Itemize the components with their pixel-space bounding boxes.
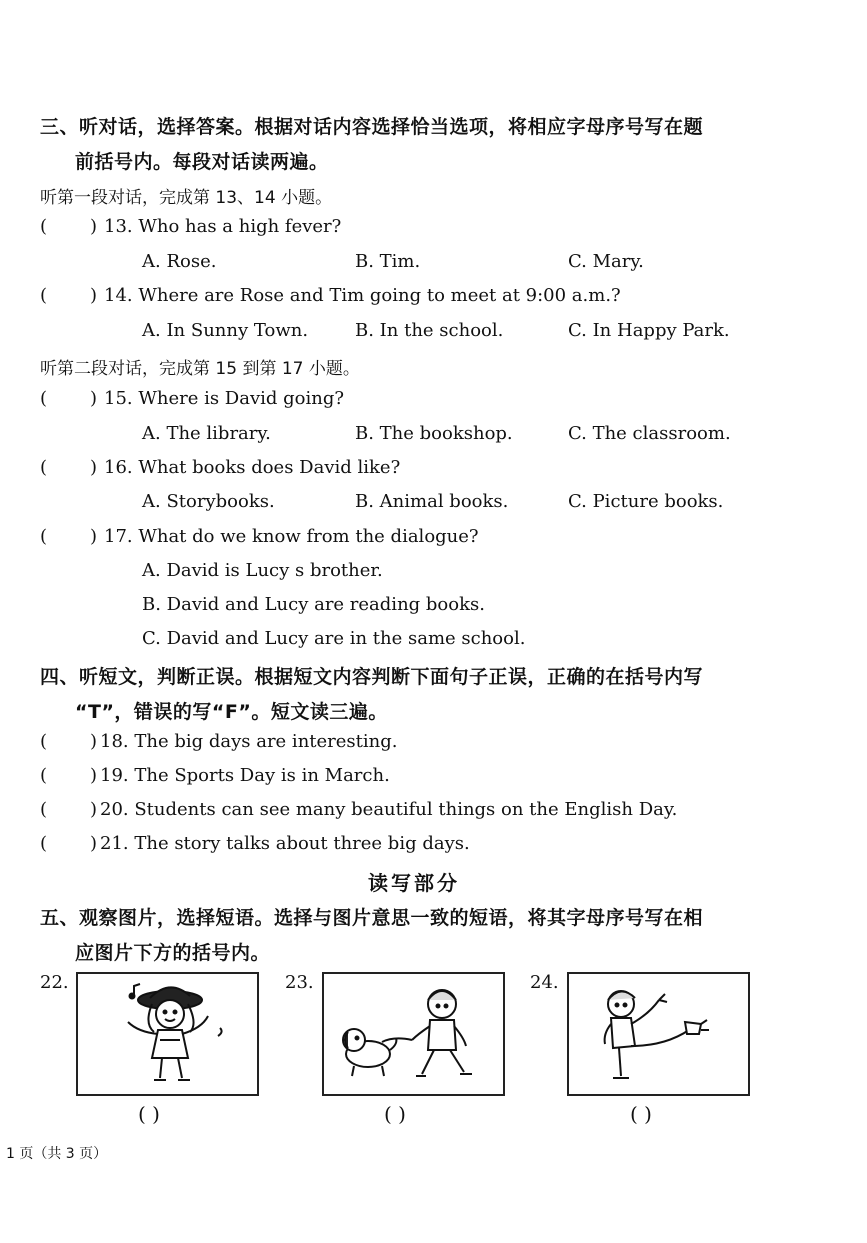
question-text: 20. Students can see many beautiful things on the English Day. (100, 799, 678, 820)
answer-paren-right: ) (90, 833, 98, 854)
question-text: 14. Where are Rose and Tim going to meet at 9:00 a.m.? (104, 285, 621, 306)
option-16-b: B. Animal books. (355, 491, 509, 512)
part-title: 读写部分 (368, 871, 460, 895)
option-13-b: B. Tim. (355, 251, 421, 272)
option-15-c: C. The classroom. (568, 423, 731, 444)
answer-blank-22[interactable]: ( ) (138, 1102, 160, 1126)
section-4-instruction-cont: “T”，错误的写“F”。短文读三遍。 (75, 701, 388, 723)
option-16-a: A. Storybooks. (142, 491, 275, 512)
boy-kicking-icon (569, 974, 748, 1094)
option-14-b: B. In the school. (355, 320, 504, 341)
answer-blank-24[interactable]: ( ) (630, 1102, 652, 1126)
option-16-c: C. Picture books. (568, 491, 724, 512)
answer-paren-right: ) (90, 457, 98, 478)
picture-number-24: 24. (530, 972, 559, 993)
question-13 (40, 216, 840, 240)
answer-paren-right: ) (90, 765, 98, 786)
boy-walking-dog-icon (324, 974, 503, 1094)
question-16 (40, 457, 840, 481)
question-19 (40, 765, 840, 789)
answer-paren-left: ( (40, 799, 48, 820)
option-13-c: C. Mary. (568, 251, 644, 272)
section-5-instruction-cont: 应图片下方的括号内。 (75, 942, 271, 964)
question-text: 21. The story talks about three big days. (100, 833, 470, 854)
answer-paren-right: ) (90, 731, 98, 752)
page-footer: 1 页（共 3 页） (6, 1146, 108, 1162)
section-3-sub2: 听第二段对话，完成第 15 到第 17 小题。 (40, 359, 360, 379)
question-20 (40, 799, 840, 823)
question-text: 15. Where is David going? (104, 388, 345, 409)
answer-paren-right: ) (90, 526, 98, 547)
option-14-c: C. In Happy Park. (568, 320, 730, 341)
section-3-instruction: 三、听对话，选择答案。根据对话内容选择恰当选项，将相应字母序号写在题 (40, 116, 704, 138)
picture-22 (76, 972, 259, 1096)
picture-number-22: 22. (40, 972, 69, 993)
question-text: 16. What books does David like? (104, 457, 401, 478)
answer-paren-left: ( (40, 526, 48, 547)
question-15 (40, 388, 840, 412)
section-3-sub1: 听第一段对话，完成第 13、14 小题。 (40, 188, 333, 208)
option-14-a: A. In Sunny Town. (142, 320, 309, 341)
question-17 (40, 526, 840, 550)
picture-number-23: 23. (285, 972, 314, 993)
picture-24 (567, 972, 750, 1096)
answer-paren-left: ( (40, 765, 48, 786)
answer-paren-right: ) (90, 799, 98, 820)
answer-paren-right: ) (90, 216, 98, 237)
dancing-girl-icon (78, 974, 257, 1094)
answer-paren-left: ( (40, 216, 48, 237)
option-17-a: A. David is Lucy s brother. (142, 560, 383, 581)
question-21 (40, 833, 840, 857)
answer-paren-left: ( (40, 388, 48, 409)
question-text: 17. What do we know from the dialogue? (104, 526, 479, 547)
answer-paren-left: ( (40, 731, 48, 752)
section-3-instruction-cont: 前括号内。每段对话读两遍。 (75, 151, 329, 173)
option-17-c: C. David and Lucy are in the same school. (142, 628, 526, 649)
question-text: 18. The big days are interesting. (100, 731, 398, 752)
option-17-b: B. David and Lucy are reading books. (142, 594, 485, 615)
picture-23 (322, 972, 505, 1096)
section-4-instruction: 四、听短文，判断正误。根据短文内容判断下面句子正误，正确的在括号内写 (40, 666, 704, 688)
answer-blank-23[interactable]: ( ) (384, 1102, 406, 1126)
option-15-a: A. The library. (142, 423, 271, 444)
section-5-instruction: 五、观察图片，选择短语。选择与图片意思一致的短语，将其字母序号写在相 (40, 907, 704, 929)
answer-paren-left: ( (40, 457, 48, 478)
question-text: 13. Who has a high fever? (104, 216, 342, 237)
option-13-a: A. Rose. (142, 251, 217, 272)
answer-paren-right: ) (90, 285, 98, 306)
answer-paren-left: ( (40, 833, 48, 854)
question-14 (40, 285, 840, 309)
answer-paren-left: ( (40, 285, 48, 306)
answer-paren-right: ) (90, 388, 98, 409)
question-18 (40, 731, 840, 755)
question-text: 19. The Sports Day is in March. (100, 765, 390, 786)
option-15-b: B. The bookshop. (355, 423, 513, 444)
